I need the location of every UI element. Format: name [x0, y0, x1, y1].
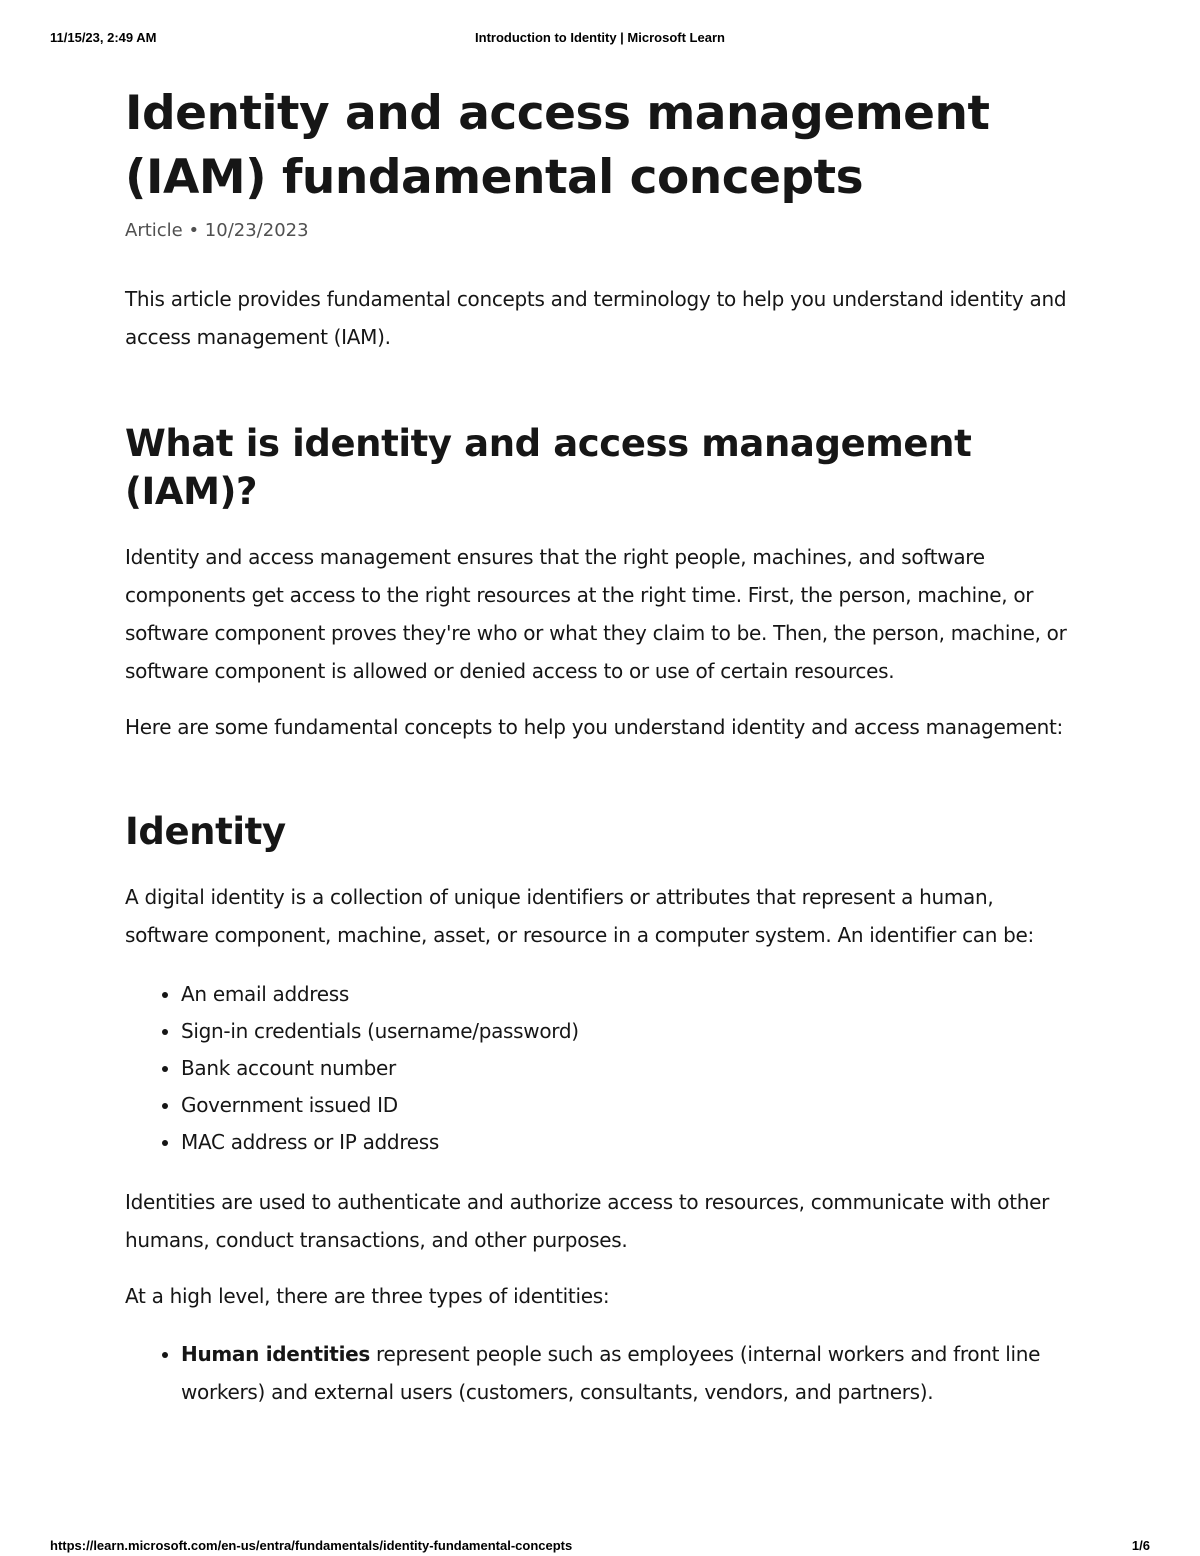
- iam-paragraph-1: Identity and access management ensures that the right people, machines, and software components get access to the right resources at the right time. First, the person, machine, or software component proves they're who or what they claim to be. Then, the person, machine, or software component is allowed or denied access to or use of certain resources.: [125, 545, 1067, 683]
- list-item: [181, 1335, 1080, 1411]
- section-heading-iam: What is identity and access management (IAM)?: [125, 422, 972, 513]
- identity-paragraph-2: Identities are used to authenticate and authorize access to resources, communicate with other humans, conduct transactions, and other purposes.: [125, 1190, 1050, 1252]
- print-page-number: 1/6: [1131, 1538, 1150, 1553]
- print-page-title: Introduction to Identity | Microsoft Learn: [475, 30, 725, 45]
- section-heading-identity: Identity: [125, 810, 286, 853]
- identity-paragraph-3: At a high level, there are three types of identities:: [125, 1284, 610, 1308]
- identity-type-term: Human identities: [181, 1342, 370, 1366]
- iam-paragraph-2: Here are some fundamental concepts to help you understand identity and access management:: [125, 715, 1063, 739]
- article-intro: This article provides fundamental concepts and terminology to help you understand identity and access management (IAM).: [125, 287, 1067, 349]
- list-item: • Bank account number: [181, 1050, 1080, 1087]
- list-item: • An email address: [181, 976, 1080, 1013]
- identity-type-description: represent people such as employees (internal workers and front line workers) and external users (customers, consultants, vendors, and partners).: [181, 1342, 1041, 1404]
- print-footer: [50, 1538, 1150, 1556]
- identity-types-list: [125, 1335, 1080, 1411]
- print-datetime: 11/15/23, 2:49 AM: [50, 30, 157, 45]
- print-header: [50, 30, 1150, 48]
- print-url: https://learn.microsoft.com/en-us/entra/fundamentals/identity-fundamental-concepts: [50, 1538, 573, 1553]
- article-content: [125, 82, 1080, 1411]
- list-item: • Government issued ID: [181, 1087, 1080, 1124]
- list-item: • MAC address or IP address: [181, 1124, 1080, 1161]
- article-title: Identity and access management (IAM) fundamental concepts: [125, 86, 990, 205]
- article-meta: Article • 10/23/2023: [125, 220, 309, 241]
- identifier-list: [125, 976, 1080, 1161]
- identity-paragraph-1: A digital identity is a collection of unique identifiers or attributes that represent a human, software component, machine, asset, or resource in a computer system. An identifier can be:: [125, 885, 1034, 947]
- list-item: • Sign-in credentials (username/password): [181, 1013, 1080, 1050]
